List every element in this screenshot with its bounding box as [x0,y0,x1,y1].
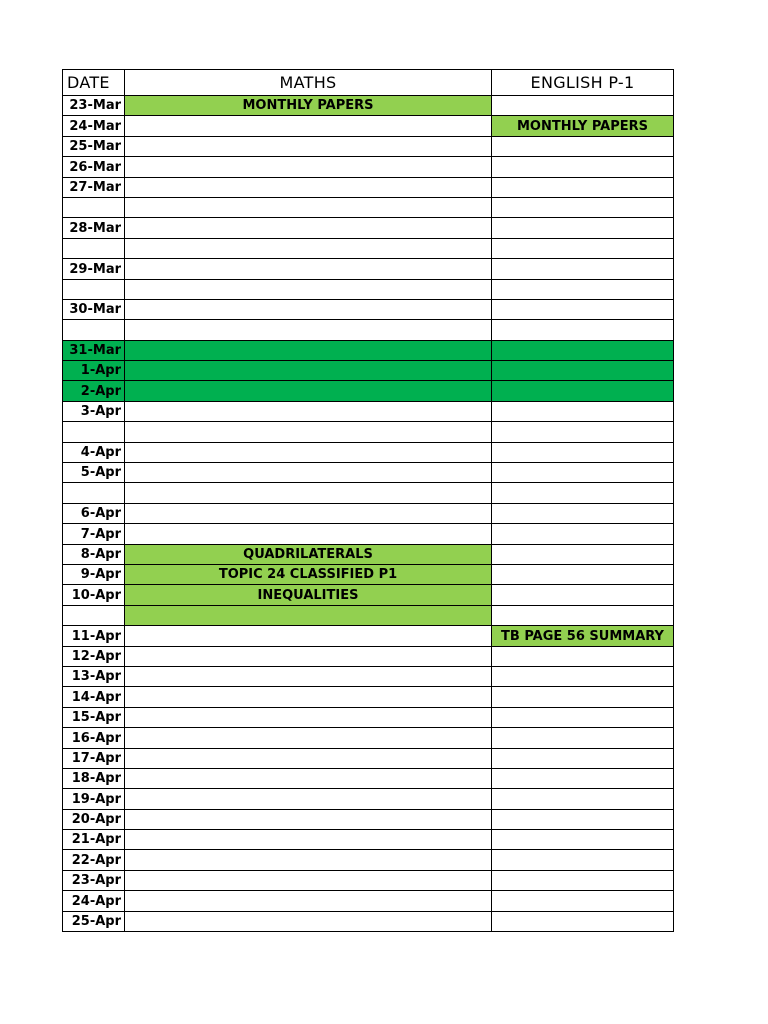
english-cell [492,544,674,564]
maths-cell [125,728,492,748]
table-row [63,279,674,299]
date-cell: 28-Mar [63,218,125,238]
english-cell [492,707,674,727]
english-cell [492,381,674,401]
english-cell [492,218,674,238]
date-cell: 5-Apr [63,463,125,483]
maths-cell [125,361,492,381]
english-cell [492,605,674,625]
english-cell [492,340,674,360]
table-row [63,891,674,911]
table-row [63,707,674,727]
date-cell: 7-Apr [63,524,125,544]
english-cell [492,870,674,890]
table-row [63,483,674,503]
english-cell [492,687,674,707]
table-row [63,564,674,584]
schedule-table [62,69,674,932]
english-cell: TB PAGE 56 SUMMARY [492,626,674,646]
english-cell [492,789,674,809]
date-cell [63,197,125,217]
table-row [63,850,674,870]
english-cell [492,768,674,788]
date-cell: 15-Apr [63,707,125,727]
english-cell [492,463,674,483]
maths-cell [125,789,492,809]
table-row [63,259,674,279]
maths-cell [125,381,492,401]
table-row [63,503,674,523]
date-cell: 26-Mar [63,157,125,177]
english-cell [492,911,674,931]
date-cell: 6-Apr [63,503,125,523]
maths-cell [125,177,492,197]
table-row [63,299,674,319]
table-row [63,422,674,442]
date-cell: 3-Apr [63,401,125,421]
maths-cell [125,891,492,911]
english-cell [492,299,674,319]
english-cell [492,524,674,544]
date-cell: 31-Mar [63,340,125,360]
table-row [63,463,674,483]
table-row [63,789,674,809]
english-cell [492,646,674,666]
maths-cell [125,646,492,666]
maths-cell [125,157,492,177]
english-cell [492,503,674,523]
date-cell [63,279,125,299]
english-cell [492,422,674,442]
date-cell: 25-Apr [63,911,125,931]
table-row [63,96,674,116]
maths-cell [125,809,492,829]
date-cell: 25-Mar [63,136,125,156]
maths-cell [125,666,492,686]
english-cell [492,320,674,340]
date-cell: 21-Apr [63,830,125,850]
maths-cell [125,340,492,360]
maths-cell [125,483,492,503]
date-cell: 8-Apr [63,544,125,564]
maths-cell [125,279,492,299]
table-row [63,157,674,177]
maths-cell [125,422,492,442]
maths-cell [125,524,492,544]
date-cell: 2-Apr [63,381,125,401]
maths-cell [125,707,492,727]
english-cell [492,238,674,258]
maths-cell [125,401,492,421]
table-row [63,911,674,931]
date-cell: 12-Apr [63,646,125,666]
table-row [63,748,674,768]
maths-cell [125,442,492,462]
maths-cell [125,870,492,890]
date-cell [63,605,125,625]
english-cell [492,850,674,870]
date-cell: 19-Apr [63,789,125,809]
table-row [63,524,674,544]
english-cell [492,891,674,911]
english-cell [492,401,674,421]
table-row [63,361,674,381]
maths-cell [125,299,492,319]
english-cell [492,666,674,686]
table-row [63,401,674,421]
table-row [63,687,674,707]
english-cell [492,136,674,156]
maths-cell: INEQUALITIES [125,585,492,605]
maths-cell [125,626,492,646]
schedule-body [63,96,674,932]
maths-cell [125,605,492,625]
date-cell [63,320,125,340]
table-row [63,116,674,136]
english-cell [492,483,674,503]
date-cell: 10-Apr [63,585,125,605]
date-cell [63,422,125,442]
maths-cell [125,259,492,279]
date-cell [63,238,125,258]
maths-cell [125,218,492,238]
table-row [63,177,674,197]
date-cell: 23-Mar [63,96,125,116]
maths-cell [125,116,492,136]
table-row [63,728,674,748]
maths-cell [125,911,492,931]
table-row [63,320,674,340]
date-cell: 1-Apr [63,361,125,381]
table-row [63,218,674,238]
date-cell [63,483,125,503]
maths-cell: TOPIC 24 CLASSIFIED P1 [125,564,492,584]
date-cell: 11-Apr [63,626,125,646]
date-cell: 9-Apr [63,564,125,584]
english-cell: MONTHLY PAPERS [492,116,674,136]
english-cell [492,361,674,381]
date-cell: 30-Mar [63,299,125,319]
maths-cell [125,503,492,523]
maths-cell [125,238,492,258]
date-cell: 4-Apr [63,442,125,462]
maths-cell: MONTHLY PAPERS [125,96,492,116]
table-row [63,340,674,360]
english-cell [492,830,674,850]
table-row [63,646,674,666]
english-cell [492,96,674,116]
date-cell: 22-Apr [63,850,125,870]
date-cell: 13-Apr [63,666,125,686]
date-cell: 17-Apr [63,748,125,768]
date-cell: 16-Apr [63,728,125,748]
maths-cell [125,463,492,483]
date-cell: 24-Mar [63,116,125,136]
maths-cell [125,830,492,850]
english-cell [492,177,674,197]
maths-cell [125,197,492,217]
date-cell: 20-Apr [63,809,125,829]
date-cell: 18-Apr [63,768,125,788]
date-cell: 24-Apr [63,891,125,911]
maths-cell [125,136,492,156]
english-cell [492,442,674,462]
maths-cell [125,320,492,340]
date-cell: 29-Mar [63,259,125,279]
table-row [63,381,674,401]
table-row [63,238,674,258]
english-cell [492,728,674,748]
table-row [63,585,674,605]
maths-column-header: MATHS [125,70,492,96]
header-row [63,70,674,96]
date-cell: 23-Apr [63,870,125,890]
english-cell [492,259,674,279]
english-cell [492,809,674,829]
table-row [63,626,674,646]
english-cell [492,279,674,299]
english-cell [492,564,674,584]
table-row [63,830,674,850]
table-row [63,197,674,217]
maths-cell: QUADRILATERALS [125,544,492,564]
table-row [63,809,674,829]
english-cell [492,748,674,768]
table-row [63,442,674,462]
english-cell [492,585,674,605]
date-cell: 14-Apr [63,687,125,707]
date-column-header: DATE [63,70,125,96]
table-row [63,136,674,156]
table-row [63,544,674,564]
maths-cell [125,748,492,768]
maths-cell [125,768,492,788]
english-cell [492,197,674,217]
table-row [63,666,674,686]
table-row [63,870,674,890]
english-cell [492,157,674,177]
maths-cell [125,687,492,707]
table-row [63,605,674,625]
english-column-header: ENGLISH P-1 [492,70,674,96]
date-cell: 27-Mar [63,177,125,197]
table-row [63,768,674,788]
maths-cell [125,850,492,870]
